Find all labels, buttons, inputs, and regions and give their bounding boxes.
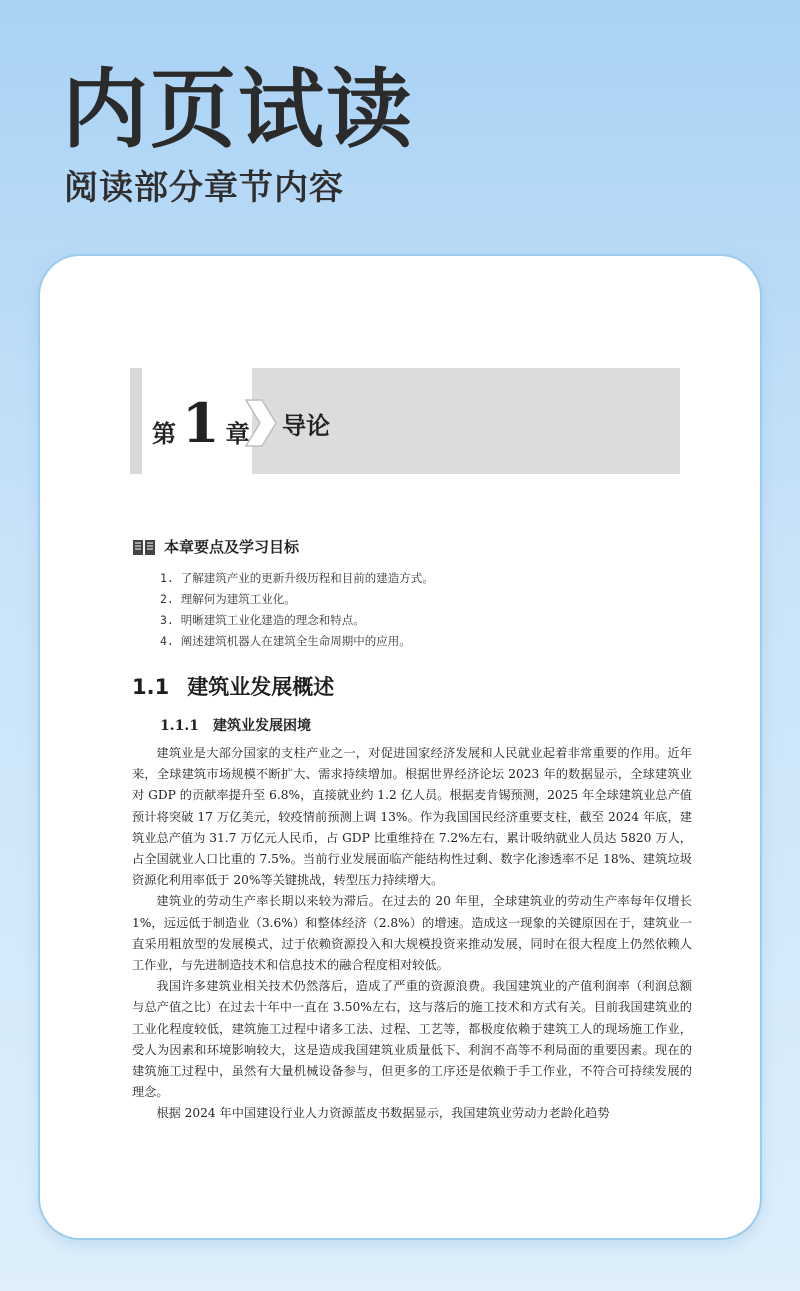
list-item: 1. 了解建筑产业的更新升级历程和目前的建造方式。 <box>160 571 434 585</box>
paragraph: 建筑业的劳动生产率长期以来较为滞后。在过去的 20 年里，全球建筑业的劳动生产率每年仅增长 1%，远远低于制造业（3.6%）和整体经济（2.8%）的增速。造成这一现象的关键原因在于，建筑业一直采用粗放型的发展模式，过于依赖资源投入和大规模投资来推动发展，同时在很大程度上仍然依赖人工作业，与先进制造技术和信息技术的融合程度相对较低。 <box>132 894 692 973</box>
hero-title: 内页试读 <box>62 60 414 160</box>
objectives-heading-text: 本章要点及学习目标 <box>164 538 300 556</box>
paragraph: 我国许多建筑业相关技术仍然落后，造成了严重的资源浪费。我国建筑业的产值利润率（利润总额与总产值之比）在过去十年中一直在 3.50%左右，这与落后的施工技术和方式有关。目前我国建筑业的工业化程度较低，建筑施工过程中诸多工法、过程、工艺等，都极度依赖于建筑工人的现场施工作业，受人为因素和环境影响较大，这是造成我国建筑业质量低下、利润不高等不利局面的重要因素。现在的建筑施工过程中，虽然有大量机械设备参与，但更多的工序还是依赖于手工作业，不符合可持续发展的理念。 <box>132 979 692 1100</box>
body-text <box>132 743 692 1125</box>
chapter-prefix: 第 <box>152 419 176 448</box>
page-preview-card <box>38 254 762 1240</box>
section-number: 1.1 <box>132 675 170 699</box>
list-item: 2. 理解何为建筑工业化。 <box>160 592 296 606</box>
hero-subtitle: 阅读部分章节内容 <box>64 168 344 208</box>
chapter-banner <box>130 368 680 474</box>
paragraph: 建筑业是大部分国家的支柱产业之一，对促进国家经济发展和人民就业起着非常重要的作用。近年来，全球建筑市场规模不断扩大、需求持续增加。根据世界经济论坛 2023 年的数据显示，全球建筑业对 GDP 的贡献率提升至 6.8%，直接就业约 1.2 亿人员。根据麦肯锡预测，2025 年全球建筑业总产值预计将突破 17 万亿美元，较疫情前预测上调 13%。作为我国国民经济重要支柱，截至 2024 年底，建筑业总产值为 31.7 万亿元人民币，占 GDP 比重维持在 7.2%左右，累计吸纳就业人员达 5820 万人，占全国就业人口比重的 7.5%。当前行业发展面临产能结构性过剩、数字化渗透率不足 18%、建筑垃圾资源化利用率低于 20%等关键挑战，转型压力持续增大。 <box>132 746 692 888</box>
subsection-heading <box>160 715 311 735</box>
objectives-heading <box>132 536 299 557</box>
list-item: 4. 阐述建筑机器人在建筑全生命周期中的应用。 <box>160 634 411 648</box>
chapter-label <box>152 391 250 458</box>
chapter-number: 1 <box>182 391 220 455</box>
subsection-number: 1.1.1 <box>160 718 199 734</box>
chapter-title-block <box>252 368 680 474</box>
paragraph: 根据 2024 年中国建设行业人力资源蓝皮书数据显示，我国建筑业劳动力老龄化趋势 <box>156 1106 610 1121</box>
chapter-suffix: 章 <box>225 419 250 448</box>
chapter-title: 导论 <box>282 412 330 440</box>
list-item: 3. 明晰建筑工业化建造的理念和特点。 <box>160 613 365 627</box>
objectives-list <box>160 568 434 652</box>
section-title: 建筑业发展概述 <box>187 675 335 699</box>
section-heading <box>132 671 334 701</box>
chevron-right-icon <box>242 398 278 448</box>
open-book-icon <box>132 538 156 556</box>
chapter-accent-bar <box>130 368 142 474</box>
subsection-title: 建筑业发展困境 <box>212 718 311 734</box>
